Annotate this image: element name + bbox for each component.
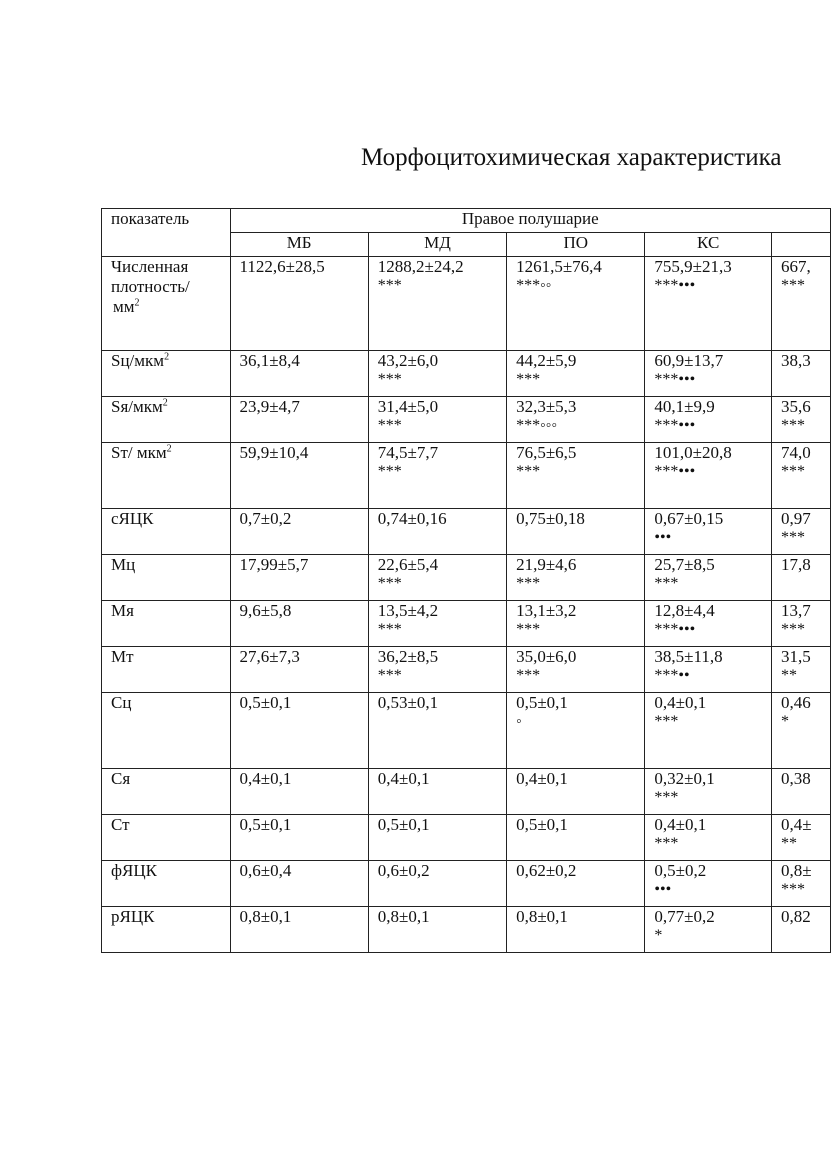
- row-label: [102, 861, 231, 907]
- table-cell: [507, 257, 645, 351]
- table-row: [102, 815, 831, 861]
- table-cell: [645, 815, 772, 861]
- cell-value: 13,5±4,2: [377, 601, 439, 620]
- significance-mark: ***•••: [654, 463, 696, 480]
- table-cell: [645, 397, 772, 443]
- table-cell: [230, 351, 368, 397]
- significance-mark: *: [780, 713, 789, 730]
- table-cell: [507, 555, 645, 601]
- cell-value: 0,6±0,4: [239, 861, 292, 880]
- row-label: [102, 815, 231, 861]
- table-row: [102, 257, 831, 351]
- cell-value: 0,82: [780, 907, 811, 926]
- column-header-po: ПО: [507, 233, 645, 257]
- table-cell: [507, 907, 645, 953]
- significance-mark: ***: [780, 417, 805, 434]
- row-label: [102, 693, 231, 769]
- row-label-line: Sя/мкм: [111, 397, 163, 416]
- cell-value: 17,8: [780, 555, 811, 574]
- table-cell: [645, 257, 772, 351]
- cell-value: 0,8±0,1: [377, 907, 430, 926]
- table-row: [102, 397, 831, 443]
- row-label: [102, 769, 231, 815]
- cell-value: 76,5±6,5: [516, 443, 577, 462]
- table-cell: [771, 861, 830, 907]
- row-label: [102, 351, 231, 397]
- significance-mark: **: [780, 835, 797, 852]
- cell-value: 0,6±0,2: [377, 861, 430, 880]
- row-label-line: мм: [113, 297, 135, 316]
- significance-mark: **: [780, 667, 797, 684]
- table-cell: [771, 647, 830, 693]
- cell-value: 44,2±5,9: [516, 351, 577, 370]
- row-label-line: Sт/ мкм: [111, 443, 167, 462]
- cell-value: 13,7: [780, 601, 811, 620]
- significance-mark: ***: [780, 463, 805, 480]
- table-cell: [645, 601, 772, 647]
- table-cell: [368, 769, 506, 815]
- table-cell: [645, 769, 772, 815]
- table-row: [102, 693, 831, 769]
- table-cell: [368, 861, 506, 907]
- cell-value: 667,: [780, 257, 811, 276]
- table-cell: [230, 601, 368, 647]
- cell-value: 23,9±4,7: [239, 397, 300, 416]
- row-label-line: Ст: [111, 815, 130, 834]
- row-label-superscript: 2: [164, 351, 170, 363]
- cell-value: 31,5: [780, 647, 811, 666]
- significance-mark: ◦: [516, 713, 522, 730]
- cell-value: 0,38: [780, 769, 811, 788]
- cell-value: 0,62±0,2: [516, 861, 577, 880]
- table-row: [102, 601, 831, 647]
- significance-mark: ***: [377, 667, 402, 684]
- significance-mark: ***: [654, 575, 679, 592]
- table-cell: [507, 601, 645, 647]
- cell-value: 74,5±7,7: [377, 443, 439, 462]
- row-label-line: Ся: [111, 769, 131, 788]
- significance-mark: ***: [516, 667, 541, 684]
- table-cell: [771, 397, 830, 443]
- table-cell: [230, 769, 368, 815]
- cell-value: 0,7±0,2: [239, 509, 292, 528]
- table-cell: [771, 769, 830, 815]
- row-label-line: Мт: [111, 647, 134, 666]
- table-cell: [368, 443, 506, 509]
- table-cell: [645, 861, 772, 907]
- significance-mark: ***: [780, 277, 805, 294]
- cell-value: 31,4±5,0: [377, 397, 439, 416]
- row-label: [102, 509, 231, 555]
- row-label-superscript: 2: [134, 297, 140, 309]
- table-cell: [368, 647, 506, 693]
- row-label: [102, 443, 231, 509]
- cell-value: 0,4±0,1: [654, 815, 707, 834]
- column-header-cut: [771, 233, 830, 257]
- table-cell: [507, 861, 645, 907]
- table-cell: [771, 907, 830, 953]
- row-label-line: Численная: [111, 257, 189, 276]
- row-label-superscript: 2: [162, 397, 168, 409]
- cell-value: 12,8±4,4: [654, 601, 715, 620]
- cell-value: 13,1±3,2: [516, 601, 577, 620]
- significance-mark: ***: [516, 371, 541, 388]
- significance-mark: ***: [654, 789, 679, 806]
- table-cell: [645, 443, 772, 509]
- table-cell: [368, 351, 506, 397]
- significance-mark: •••: [654, 881, 672, 898]
- cell-value: 0,8±0,1: [239, 907, 292, 926]
- row-label-line: фЯЦК: [111, 861, 157, 880]
- row-label-superscript: 2: [166, 443, 172, 455]
- cell-value: 74,0: [780, 443, 811, 462]
- significance-mark: ***: [516, 463, 541, 480]
- column-header-md: МД: [368, 233, 506, 257]
- cell-value: 0,5±0,1: [377, 815, 430, 834]
- significance-mark: ***•••: [654, 277, 696, 294]
- table-cell: [230, 647, 368, 693]
- significance-mark: ***•••: [654, 417, 696, 434]
- cell-value: 0,4±0,1: [239, 769, 292, 788]
- significance-mark: ***: [654, 713, 679, 730]
- cell-value: 21,9±4,6: [516, 555, 577, 574]
- cell-value: 22,6±5,4: [377, 555, 439, 574]
- table-cell: [645, 907, 772, 953]
- significance-mark: ***: [780, 621, 805, 638]
- cell-value: 9,6±5,8: [239, 601, 292, 620]
- cell-value: 0,77±0,2: [654, 907, 715, 926]
- significance-mark: •••: [654, 529, 672, 546]
- table-row: [102, 907, 831, 953]
- table-row: [102, 351, 831, 397]
- cell-value: 0,5±0,1: [516, 693, 568, 712]
- page-title: Морфоцитохимическая характеристика: [361, 144, 782, 171]
- significance-mark: ***••: [654, 667, 690, 684]
- significance-mark: *: [654, 927, 663, 944]
- table-cell: [230, 257, 368, 351]
- cell-value: 755,9±21,3: [654, 257, 732, 276]
- table-cell: [507, 443, 645, 509]
- table-row: [102, 443, 831, 509]
- cell-value: 1288,2±24,2: [377, 257, 464, 276]
- table-cell: [230, 693, 368, 769]
- cell-value: 0,5±0,1: [239, 693, 292, 712]
- table-cell: [507, 351, 645, 397]
- table-cell: [771, 509, 830, 555]
- table-cell: [368, 555, 506, 601]
- cell-value: 0,46: [780, 693, 811, 712]
- table-cell: [507, 815, 645, 861]
- table-cell: [507, 509, 645, 555]
- table-cell: [771, 693, 830, 769]
- cell-value: 0,5±0,1: [239, 815, 292, 834]
- table-cell: [230, 443, 368, 509]
- table-cell: [645, 693, 772, 769]
- table-cell: [368, 601, 506, 647]
- significance-mark: ***: [377, 621, 402, 638]
- table-cell: [368, 693, 506, 769]
- table-cell: [771, 257, 830, 351]
- significance-mark: ***•••: [654, 621, 696, 638]
- table-cell: [645, 555, 772, 601]
- cell-value: 17,99±5,7: [239, 555, 309, 574]
- table-cell: [230, 509, 368, 555]
- column-header-ks: КС: [645, 233, 772, 257]
- significance-mark: ***◦◦: [516, 277, 552, 294]
- table-cell: [771, 555, 830, 601]
- significance-mark: ***: [377, 463, 402, 480]
- cell-value: 1261,5±76,4: [516, 257, 602, 276]
- cell-value: 38,3: [780, 351, 811, 370]
- cell-value: 36,2±8,5: [377, 647, 439, 666]
- table-cell: [507, 769, 645, 815]
- cell-value: 0,5±0,1: [516, 815, 568, 834]
- table-row: [102, 509, 831, 555]
- row-label-line: Мц: [111, 555, 136, 574]
- table-body: [102, 257, 831, 953]
- cell-value: 0,8±0,1: [516, 907, 568, 926]
- table-cell: [230, 907, 368, 953]
- significance-mark: ***: [780, 881, 805, 898]
- cell-value: 0,4±0,1: [377, 769, 430, 788]
- table-cell: [507, 397, 645, 443]
- table-cell: [771, 351, 830, 397]
- cell-value: 35,6: [780, 397, 811, 416]
- data-table: [101, 208, 831, 953]
- table-cell: [771, 443, 830, 509]
- cell-value: 38,5±11,8: [654, 647, 723, 666]
- column-header-mb: МБ: [230, 233, 368, 257]
- cell-value: 0,53±0,1: [377, 693, 439, 712]
- cell-value: 101,0±20,8: [654, 443, 732, 462]
- row-label-line: сЯЦК: [111, 509, 154, 528]
- row-label: [102, 257, 231, 351]
- cell-value: 0,4±0,1: [654, 693, 707, 712]
- cell-value: 43,2±6,0: [377, 351, 439, 370]
- table-row: [102, 861, 831, 907]
- significance-mark: ***: [377, 277, 402, 294]
- table-cell: [507, 693, 645, 769]
- row-label: [102, 601, 231, 647]
- cell-value: 0,5±0,2: [654, 861, 707, 880]
- cell-value: 0,32±0,1: [654, 769, 715, 788]
- table-cell: [230, 397, 368, 443]
- significance-mark: ***: [516, 575, 541, 592]
- table-cell: [368, 397, 506, 443]
- cell-value: 0,74±0,16: [377, 509, 447, 528]
- group-header: Правое полушарие: [230, 209, 831, 233]
- significance-mark: ***: [780, 529, 805, 546]
- row-label-line: рЯЦК: [111, 907, 155, 926]
- cell-value: 0,4±: [780, 815, 812, 834]
- row-label: [102, 647, 231, 693]
- table-cell: [368, 257, 506, 351]
- table-cell: [771, 601, 830, 647]
- cell-value: 0,97: [780, 509, 811, 528]
- significance-mark: ***◦◦◦: [516, 417, 558, 434]
- significance-mark: ***•••: [654, 371, 696, 388]
- cell-value: 40,1±9,9: [654, 397, 715, 416]
- row-label: [102, 555, 231, 601]
- table-cell: [230, 555, 368, 601]
- significance-mark: ***: [377, 575, 402, 592]
- cell-value: 0,75±0,18: [516, 509, 585, 528]
- table-cell: [368, 509, 506, 555]
- cell-value: 27,6±7,3: [239, 647, 300, 666]
- table-cell: [230, 815, 368, 861]
- table-cell: [368, 907, 506, 953]
- cell-value: 25,7±8,5: [654, 555, 715, 574]
- table-cell: [368, 815, 506, 861]
- row-label: [102, 907, 231, 953]
- row-label: [102, 397, 231, 443]
- table-cell: [645, 509, 772, 555]
- header-row-top: [102, 209, 831, 233]
- row-label-line: плотность/: [111, 277, 190, 296]
- row-label-line: Sц/мкм: [111, 351, 165, 370]
- row-label-line: Мя: [111, 601, 134, 620]
- cell-value: 59,9±10,4: [239, 443, 309, 462]
- table-cell: [507, 647, 645, 693]
- cell-value: 60,9±13,7: [654, 351, 724, 370]
- cell-value: 36,1±8,4: [239, 351, 300, 370]
- table-cell: [645, 351, 772, 397]
- table-cell: [771, 815, 830, 861]
- significance-mark: ***: [516, 621, 541, 638]
- significance-mark: ***: [654, 835, 679, 852]
- significance-mark: ***: [377, 371, 402, 388]
- cell-value: 1122,6±28,5: [239, 257, 325, 276]
- table-cell: [645, 647, 772, 693]
- corner-header: показатель: [102, 209, 231, 257]
- cell-value: 0,67±0,15: [654, 509, 724, 528]
- table-row: [102, 769, 831, 815]
- table-row: [102, 555, 831, 601]
- cell-value: 35,0±6,0: [516, 647, 577, 666]
- significance-mark: ***: [377, 417, 402, 434]
- table-row: [102, 647, 831, 693]
- cell-value: 0,4±0,1: [516, 769, 568, 788]
- row-label-line: Сц: [111, 693, 132, 712]
- cell-value: 32,3±5,3: [516, 397, 577, 416]
- table-cell: [230, 861, 368, 907]
- cell-value: 0,8±: [780, 861, 812, 880]
